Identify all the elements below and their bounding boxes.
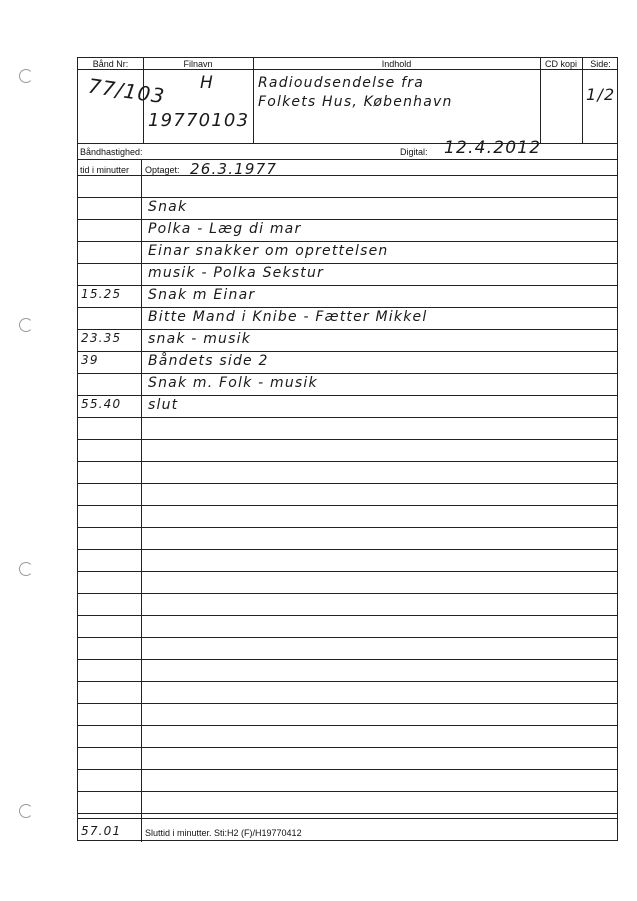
optaget-value: 26.3.1977 xyxy=(190,160,278,178)
ruled-line xyxy=(78,747,617,748)
ruled-line xyxy=(78,615,617,616)
ruled-line xyxy=(78,241,617,242)
ruled-line xyxy=(78,175,617,176)
ruled-line xyxy=(78,813,617,814)
entry-text: Snak m Einar xyxy=(148,287,256,303)
binder-hole xyxy=(19,804,33,818)
column-divider xyxy=(143,58,144,143)
header-indhold: Indhold xyxy=(381,59,412,69)
ruled-line xyxy=(78,263,617,264)
bandhastighed-label: Båndhastighed: xyxy=(80,147,143,157)
ruled-line xyxy=(78,791,617,792)
binder-hole xyxy=(19,562,33,576)
optaget-label: Optaget: xyxy=(145,165,180,175)
ruled-line xyxy=(78,285,617,286)
entry-text: slut xyxy=(148,397,179,413)
ruled-line xyxy=(78,439,617,440)
header-filnavn: Filnavn xyxy=(183,59,213,69)
entry-text: Einar snakker om oprettelsen xyxy=(148,243,389,259)
tid-label: tid i minutter xyxy=(80,165,130,175)
entry-text: Bitte Mand i Knibe - Fætter Mikkel xyxy=(148,309,428,325)
ruled-line xyxy=(78,703,617,704)
entry-text: musik - Polka Sekstur xyxy=(148,265,325,281)
ruled-line xyxy=(78,197,617,198)
digital-value: 12.4.2012 xyxy=(444,138,542,158)
ruled-line xyxy=(78,593,617,594)
header-side: Side: xyxy=(590,59,611,69)
entry-text: snak - musik xyxy=(148,331,252,347)
ruled-line xyxy=(78,571,617,572)
ruled-line xyxy=(78,659,617,660)
ruled-line xyxy=(78,725,617,726)
ruled-line xyxy=(78,395,617,396)
ruled-line xyxy=(78,681,617,682)
ruled-line xyxy=(78,549,617,550)
log-sheet xyxy=(77,57,618,841)
ruled-line xyxy=(78,373,617,374)
indhold-line-2: Folkets Hus, København xyxy=(258,94,453,110)
ruled-line xyxy=(78,307,617,308)
entry-time: 23.35 xyxy=(81,331,122,345)
header-band-nr: Bånd Nr: xyxy=(92,59,129,69)
filnavn-code: 19770103 xyxy=(148,110,250,131)
entry-text: Båndets side 2 xyxy=(148,353,269,369)
footer-text: Sluttid i minutter. Sti:H2 (F)/H19770412 xyxy=(145,828,302,838)
ruled-line xyxy=(78,527,617,528)
footer-divider xyxy=(78,818,617,819)
entry-text: Polka - Læg di mar xyxy=(148,221,302,237)
indhold-line-1: Radioudsendelse fra xyxy=(258,75,424,91)
ruled-line xyxy=(78,219,617,220)
record-divider xyxy=(78,143,617,144)
column-divider xyxy=(253,58,254,143)
column-divider xyxy=(540,58,541,143)
ruled-line xyxy=(78,505,617,506)
column-divider xyxy=(582,58,583,143)
ruled-line xyxy=(78,461,617,462)
entry-text: Snak xyxy=(148,199,188,215)
footer-time: 57.01 xyxy=(81,824,122,838)
entry-text: Snak m. Folk - musik xyxy=(148,375,318,391)
ruled-line xyxy=(78,769,617,770)
ruled-line xyxy=(78,637,617,638)
ruled-line xyxy=(78,417,617,418)
ruled-line xyxy=(78,351,617,352)
side-value: 1/2 xyxy=(586,85,616,104)
entry-time: 39 xyxy=(81,353,99,367)
binder-hole xyxy=(19,69,33,83)
digital-label: Digital: xyxy=(400,147,428,157)
band-nr-value: 77/103 xyxy=(86,73,167,109)
ruled-line xyxy=(78,329,617,330)
header-divider xyxy=(78,69,617,70)
ruled-line xyxy=(78,483,617,484)
time-column-divider xyxy=(141,159,142,842)
filnavn-letter: H xyxy=(200,73,214,93)
entry-time: 55.40 xyxy=(81,397,122,411)
meta-divider xyxy=(78,159,617,160)
entry-time: 15.25 xyxy=(81,287,122,301)
header-cd-kopi: CD kopi xyxy=(544,59,577,69)
binder-hole xyxy=(19,318,33,332)
